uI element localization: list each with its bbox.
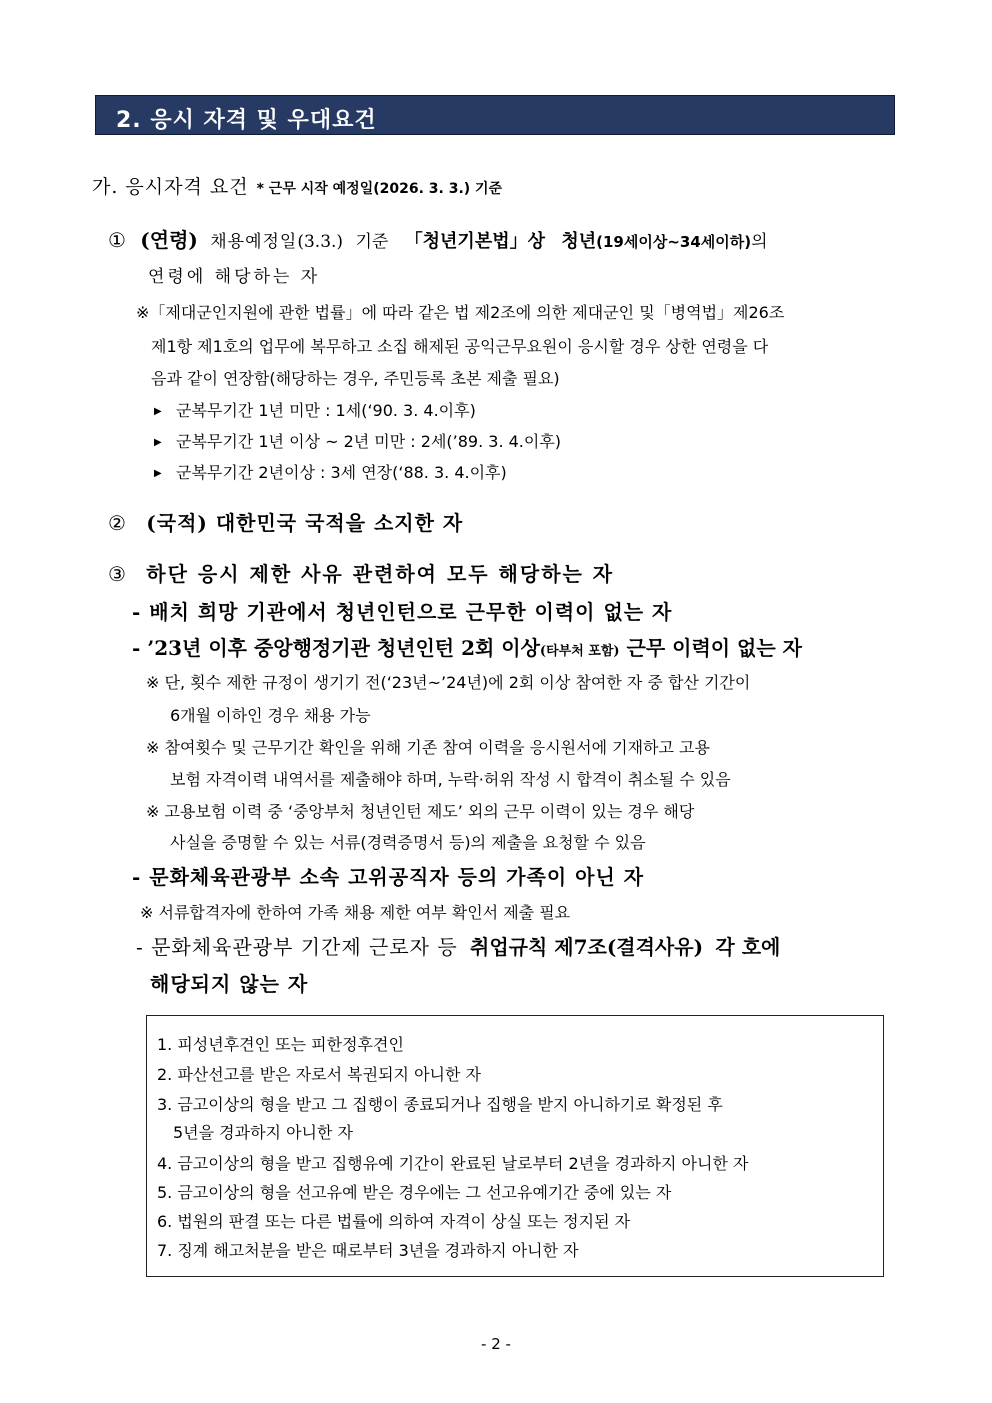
item-age-text-a: 채용예정일 [210,232,298,252]
disqualification-item: 1. 피성년후견인 또는 피한정후견인 [157,1035,404,1054]
item-restriction [108,558,614,587]
section-banner-title: 2. 응시 자격 및 우대요건 [116,108,377,133]
triangle-bullet-icon: ▶ [154,406,162,417]
restriction-note-2-line2: 보험 자격이력 내역서를 제출해야 하며, 누락·허위 작성 시 합격이 취소될 수 있음 [170,770,731,789]
item-age-marker: ① [108,228,126,252]
military-bullet-item [154,398,476,421]
item-age-note-line1: ※「제대군인지원에 관한 법률」에 따라 같은 법 제2조에 의한 제대군인 및「병역법」제26조 [136,303,785,322]
item-restriction-text: 하단 응시 제한 사유 관련하여 모두 해당하는 자 [146,562,615,586]
item-age-suffix: 의 [751,232,768,252]
item-nationality-text: (국적) 대한민국 국적을 소지한 자 [146,511,464,535]
restriction-dash-4-b: 취업규칙 제7조(결격사유) [470,935,704,959]
item-age-law: 「청년기본법」상 [404,231,545,252]
section-ga-heading [92,172,502,199]
restriction-dash-4-c: 각 호에 [715,935,781,959]
military-bullet-text: 군복무기간 1년 이상 ~ 2년 미만 : 2세(’89. 3. 4.이후) [176,432,562,451]
disqualification-item: 7. 징계 해고처분을 받은 때로부터 3년을 경과하지 아니한 자 [157,1241,579,1260]
restriction-note-4: ※ 서류합격자에 한하여 가족 채용 제한 여부 확인서 제출 필요 [140,903,571,922]
disqualification-item: 5년을 경과하지 아니한 자 [173,1123,353,1142]
disqualification-item: 3. 금고이상의 형을 받고 그 집행이 종료되거나 집행을 받지 아니하기로 확정된 후 [157,1095,723,1114]
item-nationality [108,507,463,536]
item-age-line1 [108,224,768,253]
page-number: - 2 - [481,1335,511,1353]
triangle-bullet-icon: ▶ [154,468,162,479]
item-age-note-line2: 제1항 제1호의 업무에 복무하고 소집 해제된 공익근무요원이 응시할 경우 상한 연령을 다 [151,337,769,356]
disqualification-item: 4. 금고이상의 형을 받고 집행유예 기간이 완료된 날로부터 2년을 경과하지 아니한 자 [157,1154,749,1173]
item-nationality-marker: ② [108,511,126,535]
military-bullet-item [154,460,507,483]
item-age-line2: 연령에 해당하는 자 [148,267,321,287]
section-ga-title: 가. 응시자격 요건 [92,176,249,198]
restriction-dash-2-a: - ’23년 이후 중앙행정기관 청년인턴 2회 이상 [132,636,540,660]
item-age-text-b: (3.3.) [297,232,344,252]
item-age-range: (19세이상~34세이하) [596,233,752,251]
restriction-dash-3: - 문화체육관광부 소속 고위공직자 등의 가족이 아닌 자 [132,865,645,889]
military-bullet-text: 군복무기간 1년 미만 : 1세(‘90. 3. 4.이후) [176,401,476,420]
military-bullet-item [154,429,561,452]
restriction-dash-1: - 배치 희망 기관에서 청년인턴으로 근무한 이력이 없는 자 [132,600,673,624]
restriction-note-1-line1: ※ 단, 횟수 제한 규정이 생기기 전(‘23년~’24년)에 2회 이상 참여한 자 중 합산 기간이 [146,673,751,692]
restriction-dash-4-a: - 문화체육관광부 기간제 근로자 등 [136,935,458,959]
restriction-dash-2-b: 근무 이력이 없는 자 [626,636,802,660]
disqualification-box [146,1015,884,1277]
restriction-dash-4-line2: 해당되지 않는 자 [150,972,309,996]
restriction-dash-2 [132,632,802,661]
disqualification-item: 6. 법원의 판결 또는 다른 법률에 의하여 자격이 상실 또는 정지된 자 [157,1212,631,1231]
item-age-tag: (연령) [140,228,198,252]
restriction-dash-4-line1 [136,931,780,960]
disqualification-item: 5. 금고이상의 형을 선고유예 받은 경우에는 그 선고유예기간 중에 있는 자 [157,1183,672,1202]
disqualification-item: 2. 파산선고를 받은 자로서 복권되지 아니한 자 [157,1065,481,1084]
restriction-note-1-line2: 6개월 이하인 경우 채용 가능 [170,706,371,725]
triangle-bullet-icon: ▶ [154,437,162,448]
item-age-note-line3: 음과 같이 연장함(해당하는 경우, 주민등록 초본 제출 필요) [151,369,560,388]
item-age-text-c: 기준 [355,232,389,252]
restriction-dash-2-small: (타부처 포함) [539,644,620,659]
restriction-note-2-line1: ※ 참여횟수 및 근무기간 확인을 위해 기존 참여 이력을 응시원서에 기재하고 고용 [146,738,710,757]
section-ga-note: * 근무 시작 예정일(2026. 3. 3.) 기준 [256,181,503,197]
military-bullet-text: 군복무기간 2년이상 : 3세 연장(‘88. 3. 4.이후) [176,463,507,482]
section-banner [95,95,895,135]
item-restriction-marker: ③ [108,562,126,586]
restriction-note-3-line2: 사실을 증명할 수 있는 서류(경력증명서 등)의 제출을 요청할 수 있음 [170,833,646,852]
restriction-note-3-line1: ※ 고용보험 이력 중 ‘중앙부처 청년인턴 제도’ 외의 근무 이력이 있는 경우 해당 [146,802,695,821]
item-age-youth: 청년 [561,231,597,252]
